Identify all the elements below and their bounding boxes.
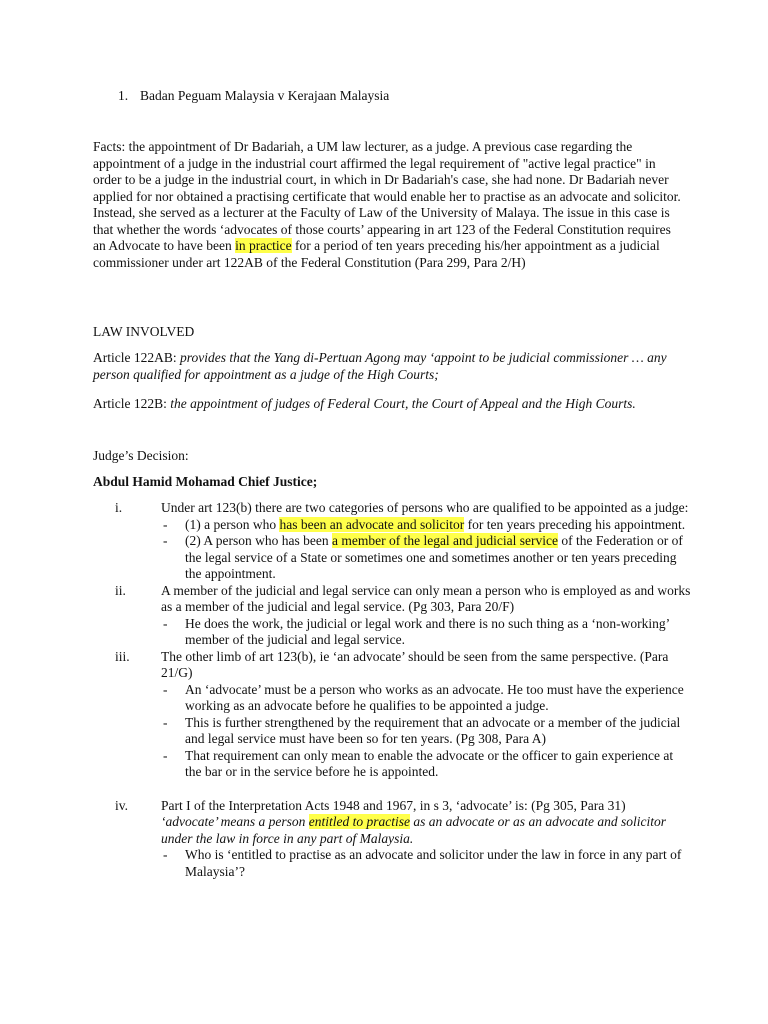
sub-text: That requirement can only mean to enable the advocate or the officer to gain experience at the bar or in the service before he is appointed. [185,747,674,779]
dash-bullet: - [163,533,168,548]
sub-text: He does the work, the judicial or legal work and there is no such thing as a ‘non-working’ member of the judicial and legal service. [185,615,670,647]
sub-text: for ten years preceding his appointment. [464,516,686,532]
list-item [93,798,693,848]
item-text: A member of the judicial and legal service can only mean a person who is employed as and works as a member of the judicial and legal service. (Pg 303, Para 20/F) [161,582,691,614]
sub-text: (2) A person who has been [185,533,332,548]
list-item [93,583,693,616]
facts-text-2: for a period of ten years preceding his/her appointment as a judicial commissioner under art 122AB of the Federal Constitution (Para 299, Para 2/H) [93,238,660,270]
case-title [118,88,389,105]
highlight-entitled-to-practise: entitled to practise [308,814,410,829]
article-text: provides that the Yang di-Pertuan Agong may ‘appoint to be judicial commissioner … any person qualified for appointment as a judge of the High Courts; [93,350,667,382]
quote-text: as an advocate or as an advocate and solicitor under the law in force in any part of Malaysia. [161,814,667,846]
roman-numeral: ii. [115,582,126,598]
dash-bullet: - [163,615,168,631]
sub-text: This is further strengthened by the requirement that an advocate or a member of the judicial and legal service must have been so for ten years. (Pg 308, Para A) [185,714,681,746]
dash-bullet: - [163,847,168,862]
facts-paragraph [93,139,683,271]
highlight: a member of the legal and judicial service [331,533,559,548]
sub-item [93,616,693,649]
sub-item [93,533,693,583]
roman-numeral: iii. [115,648,130,664]
dash-bullet: - [163,516,168,532]
sub-text: An ‘advocate’ must be a person who works as an advocate. He too must have the experience working as an advocate before he qualifies to be appointed a judge. [185,681,684,713]
sub-item [93,847,693,880]
roman-numeral: iv. [115,797,128,813]
sub-item [93,682,693,715]
article-label: Article 122B: [93,396,171,411]
article-122b [93,396,693,413]
spacer [93,781,693,798]
article-text: the appointment of judges of Federal Court, the Court of Appeal and the High Courts. [170,396,636,411]
case-number: 1. [118,88,129,103]
sub-item [93,517,693,534]
sub-item [93,715,693,748]
highlight-in-practice: in practice [235,238,292,253]
definition-quote [161,814,666,846]
sub-text: (1) a person who [185,516,280,532]
highlight: has been an advocate and solicitor [279,516,465,532]
article-122ab [93,350,683,383]
item-text: Part I of the Interpretation Acts 1948 and 1967, in s 3, ‘advocate’ is: (Pg 305, Para 31) [161,797,626,813]
dash-bullet: - [163,747,168,763]
sub-text: of the Federation or of the legal service of a State or sometimes one and sometimes another or ten years preceding the appointment. [185,533,683,581]
item-text: The other limb of art 123(b), ie ‘an advocate’ should be seen from the same perspective. (Para 21/G) [161,648,669,680]
facts-text-1: Facts: the appointment of Dr Badariah, a UM law lecturer, as a judge. A previous case regarding the appointment of a judge in the industrial court affirmed the legal requirement of "active legal practice" in order to be a judge in the industrial court, in which in Dr Badariah's case, she had none. Dr Badariah never applied for nor obtained a practising certificate that would enable her to practise as an advocate and solicitor. Instead, she served as a lecturer at the Faculty of Law of the University of Malaya. The issue in this case is that whether the words ‘advocates of those courts’ appearing in art 123 of the Federal Constitution requires an Advocate to have been [93,139,681,253]
dash-bullet: - [163,681,168,697]
article-label: Article 122AB: [93,350,180,365]
list-item [93,649,693,682]
decision-heading: Judge’s Decision: [93,448,189,463]
case-title-text: Badan Peguam Malaysia v Kerajaan Malaysia [140,88,390,103]
list-item [93,500,693,517]
decision-list [93,500,693,880]
roman-numeral: i. [115,500,123,515]
dash-bullet: - [163,714,168,730]
law-involved-heading: LAW INVOLVED [93,324,195,339]
quote-text: ‘advocate’ means a person [161,814,309,829]
sub-text: Who is ‘entitled to practise as an advocate and solicitor under the law in force in any part of Malaysia’? [185,847,682,879]
judge-name: Abdul Hamid Mohamad Chief Justice; [93,474,318,489]
item-text: Under art 123(b) there are two categories of persons who are qualified to be appointed as a judge: [161,500,689,515]
sub-item [93,748,693,781]
